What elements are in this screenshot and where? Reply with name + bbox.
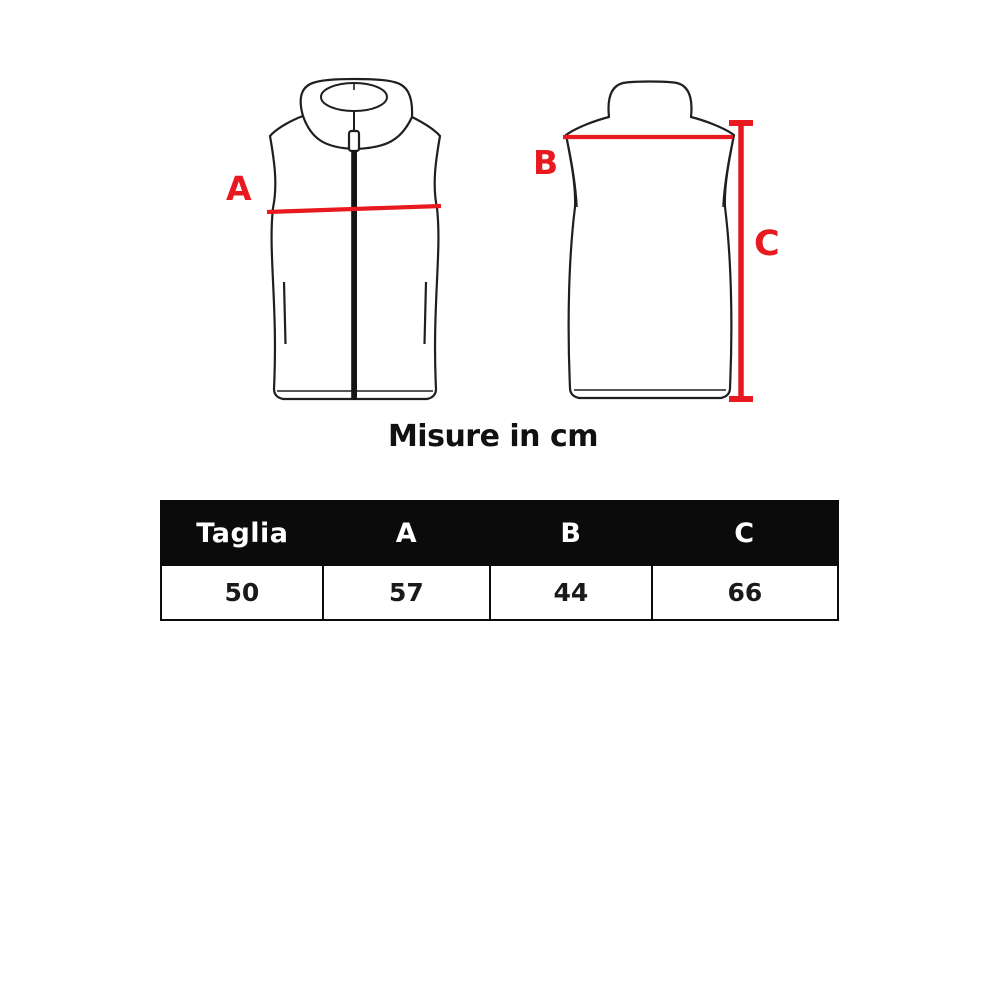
measure-label-a: A (226, 169, 252, 208)
measure-label-b: B (533, 143, 559, 182)
back-vest-diagram (563, 82, 753, 400)
back-vest-body (566, 82, 734, 399)
cell-a: 57 (323, 565, 490, 620)
front-pocket-left (284, 282, 286, 344)
col-header-a: A (323, 501, 490, 565)
col-header-b: B (490, 501, 652, 565)
cell-b: 44 (490, 565, 652, 620)
front-vest-diagram (267, 79, 441, 400)
col-header-taglia: Taglia (161, 501, 323, 565)
page-title: Misure in cm (387, 419, 599, 454)
front-pocket-right (425, 282, 427, 344)
zipper-band (351, 150, 357, 400)
col-header-c: C (652, 501, 838, 565)
size-table-header-row (161, 501, 838, 565)
cell-taglia: 50 (161, 565, 323, 620)
size-table (160, 500, 839, 621)
zipper-pull (349, 131, 359, 151)
measure-line-c (729, 123, 753, 399)
measure-label-c: C (754, 224, 780, 264)
size-table-row (161, 565, 838, 620)
cell-c: 66 (652, 565, 838, 620)
